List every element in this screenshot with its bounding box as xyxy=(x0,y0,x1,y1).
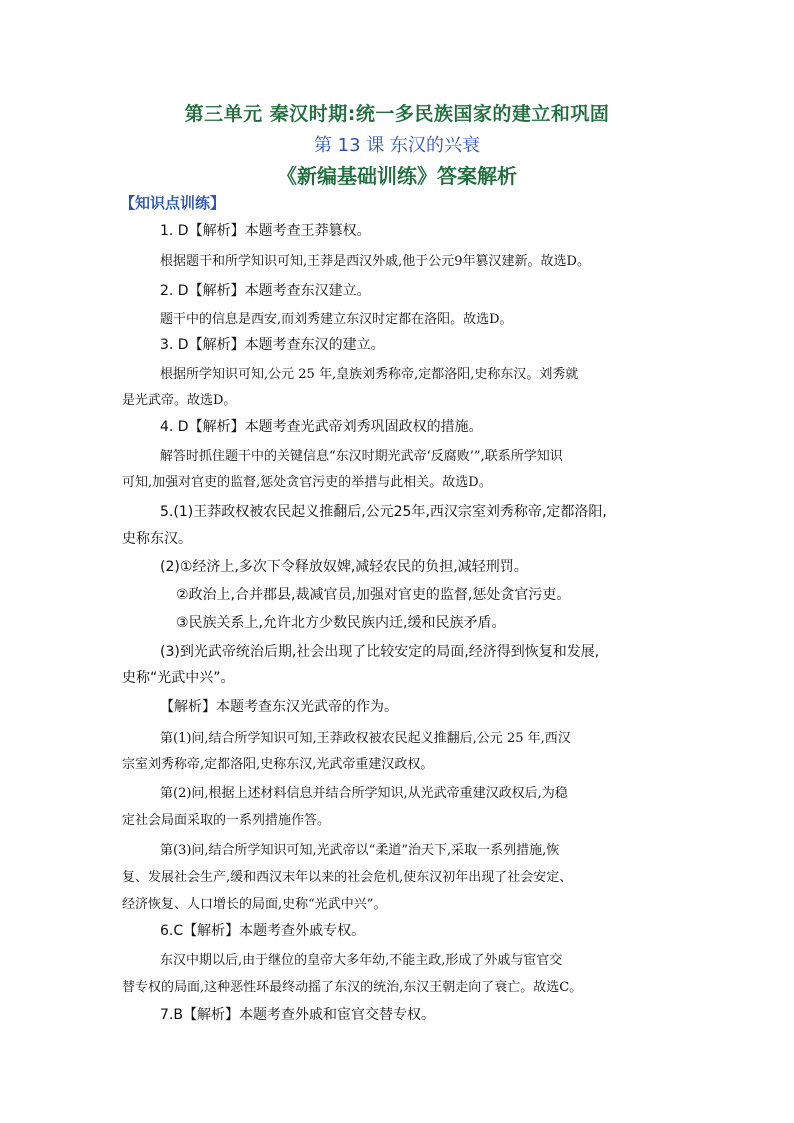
answer-line: 3. D【解析】本题考查东汉的建立。 xyxy=(160,337,385,353)
document-title: 《新编基础训练》答案解析 xyxy=(277,164,517,188)
answer-line: 4. D【解析】本题考查光武帝刘秀巩固政权的措施。 xyxy=(160,419,483,435)
answer-line: ③民族关系上,允许北方少数民族内迁,缓和民族矛盾。 xyxy=(176,615,506,631)
answer-line: (2)①经济上,多次下令释放奴婢,减轻农民的负担,减轻刑罚。 xyxy=(160,559,528,575)
answer-line: 6.C【解析】本题考查外戚专权。 xyxy=(160,923,366,939)
analysis-heading: 【解析】本题考查东汉光武帝的作为。 xyxy=(160,699,398,715)
explanation-line: 第(2)问,根据上述材料信息并结合所学知识,从光武帝重建汉政权后,为稳 xyxy=(160,786,568,801)
answer-line: 1. D【解析】本题考查王莽篡权。 xyxy=(160,223,371,239)
explanation-line: 第(1)问,结合所学知识可知,王莽政权被农民起义推翻后,公元 25 年,西汉 xyxy=(160,731,571,746)
explanation-line: 第(3)问,结合所学知识可知,光武帝以“柔道”治天下,采取一系列措施,恢 xyxy=(160,843,560,858)
answer-line: 5.(1)王莽政权被农民起义推翻后,公元25年,西汉宗室刘秀称帝,定都洛阳, xyxy=(160,504,607,520)
explanation-line: 经济恢复、人口增长的局面,史称“光武中兴”。 xyxy=(122,897,387,912)
explanation-line: 是光武帝。故选D。 xyxy=(122,393,237,408)
explanation-line: 根据所学知识可知,公元 25 年,皇族刘秀称帝,定都洛阳,史称东汉。刘秀就 xyxy=(160,367,579,382)
answer-line: (3)到光武帝统治后期,社会出现了比较安定的局面,经济得到恢复和发展, xyxy=(160,644,600,660)
answer-line: 史称“光武中兴”。 xyxy=(122,670,235,686)
section-heading: 【知识点训练】 xyxy=(120,194,226,212)
answer-line: 史称东汉。 xyxy=(122,531,192,547)
answer-line: ②政治上,合并郡县,裁减官员,加强对官吏的监督,惩处贪官污吏。 xyxy=(176,587,571,603)
answer-line: 2. D【解析】本题考查东汉建立。 xyxy=(160,283,371,299)
explanation-line: 宗室刘秀称帝,定都洛阳,史称东汉,光武帝重建汉政权。 xyxy=(122,757,434,772)
lesson-title: 第 13 课 东汉的兴衰 xyxy=(313,135,481,156)
answer-line: 7.B【解析】本题考查外戚和宦官交替专权。 xyxy=(160,1007,435,1023)
explanation-line: 复、发展社会生产,缓和西汉末年以来的社会危机,使东汉初年出现了社会安定、 xyxy=(122,870,573,885)
explanation-line: 根据题干和所学知识可知,王莽是西汉外戚,他于公元9年篡汉建新。故选D。 xyxy=(160,254,590,269)
explanation-line: 定社会局面采取的一系列措施作答。 xyxy=(122,813,331,828)
explanation-line: 可知,加强对官吏的监督,惩处贪官污吏的举措与此相关。故选D。 xyxy=(122,475,492,490)
explanation-line: 替专权的局面,这种恶性环最终动摇了东汉的统治,东汉王朝走向了衰亡。故选C。 xyxy=(122,980,583,995)
unit-title: 第三单元 秦汉时期:统一多民族国家的建立和巩固 xyxy=(184,103,610,125)
explanation-line: 解答时抓住题干中的关键信息“东汉时期光武帝‘反腐败’”,联系所学知识 xyxy=(160,449,563,464)
explanation-line: 题干中的信息是西安,而刘秀建立东汉时定都在洛阳。故选D。 xyxy=(160,312,513,327)
explanation-line: 东汉中期以后,由于继位的皇帝大多年幼,不能主政,形成了外戚与宦官交 xyxy=(160,953,563,968)
